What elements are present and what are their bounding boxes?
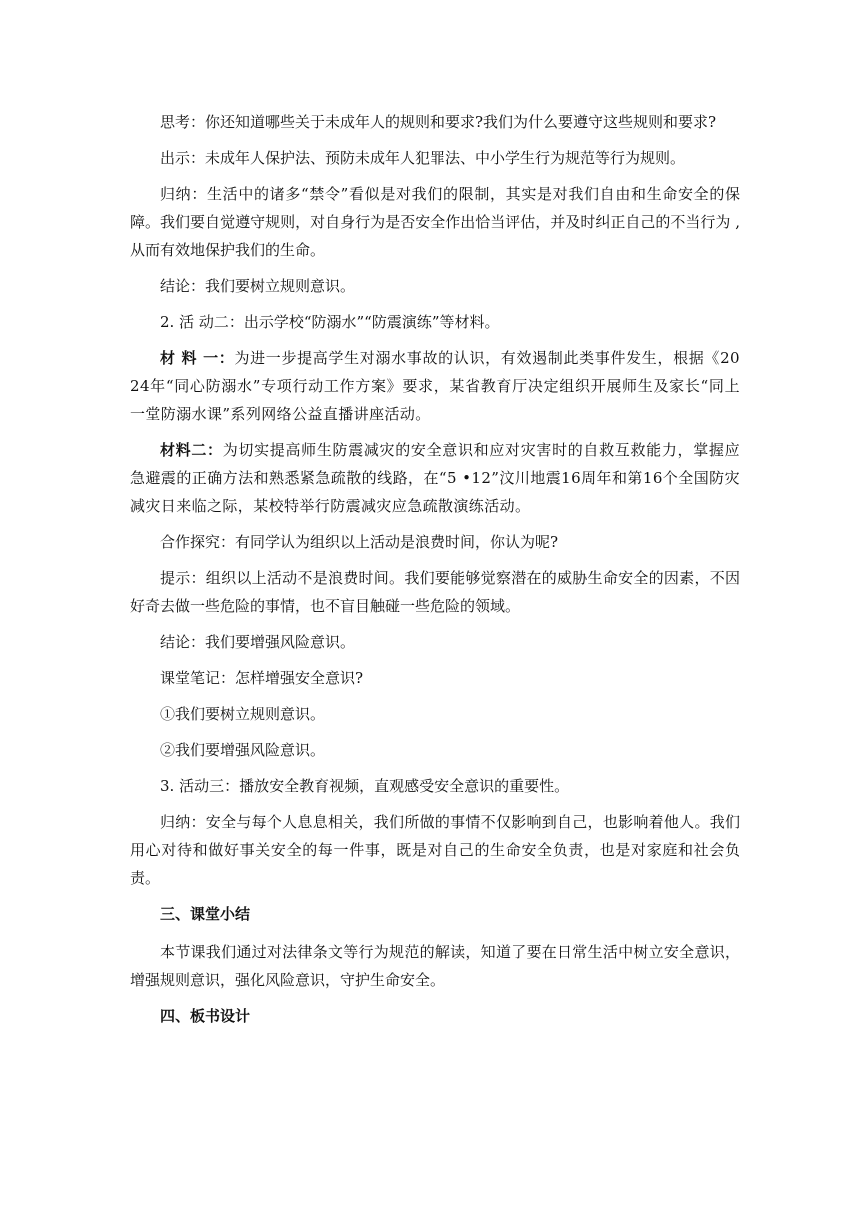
summary-paragraph-rules: 归纳：生活中的诸多“禁令”看似是对我们的限制，其实是对我们自由和生命安全的保障。我们要自觉遵守规则，对自身行为是否安全作出恰当评估，并及时纠正自己的不当行为 ,从而有效地保护我们的生命。 xyxy=(130,185,740,259)
material-one-label: 材 料 一： xyxy=(160,349,235,367)
activity-three-paragraph: 3. 活动三：播放安全教育视频，直观感受安全意识的重要性。 xyxy=(160,777,570,795)
material-one-paragraph xyxy=(130,344,740,428)
cooperative-inquiry-paragraph: 合作探究：有同学认为组织以上活动是浪费时间，你认为呢? xyxy=(160,533,559,551)
document-body xyxy=(130,108,740,1040)
show-paragraph: 出示：未成年人保护法、预防未成年人犯罪法、中小学生行为规范等行为规则。 xyxy=(160,149,686,167)
note-item-1: ①我们要树立规则意识。 xyxy=(160,705,326,723)
section-heading-class-summary: 三、课堂小结 xyxy=(160,905,251,923)
section-heading-board-design: 四、板书设计 xyxy=(160,1007,251,1025)
material-two-text: 为切实提高师生防震减灾的安全意识和应对灾害时的自救互救能力，掌握应急避震的正确方法和熟悉紧急疏散的线路，在“5 •12”汶川地震16周年和第16个全国防灾减灾日来临之际，某校特举行防震减灾应急疏散演练活动。 xyxy=(130,441,740,515)
material-two-paragraph xyxy=(130,436,740,520)
conclusion-risk: 结论：我们要增强风险意识。 xyxy=(160,633,356,651)
think-paragraph: 思考：你还知道哪些关于未成年人的规则和要求?我们为什么要遵守这些规则和要求? xyxy=(160,113,717,131)
note-item-2: ②我们要增强风险意识。 xyxy=(160,741,326,759)
material-two-label: 材料二： xyxy=(160,441,223,459)
activity-two-paragraph: 2. 活 动二：出示学校“防溺水”“防震演练”等材料。 xyxy=(160,313,500,331)
conclusion-rules: 结论：我们要树立规则意识。 xyxy=(160,277,356,295)
class-notes-paragraph: 课堂笔记：怎样增强安全意识? xyxy=(160,669,364,687)
class-summary-paragraph: 本节课我们通过对法律条文等行为规范的解读，知道了要在日常生活中树立安全意识，增强规则意识，强化风险意识，守护生命安全。 xyxy=(130,943,740,989)
material-one-text: 为进一步提高学生对溺水事故的认识，有效遏制此类事件发生，根据《2024年“同心防溺水”专项行动工作方案》要求，某省教育厅决定组织开展师生及家长“同上一堂防溺水课”系列网络公益直播讲座活动。 xyxy=(130,349,740,423)
hint-paragraph: 提示：组织以上活动不是浪费时间。我们要能够觉察潜在的威胁生命安全的因素，不因好奇去做一些危险的事情，也不盲目触碰一些危险的领域。 xyxy=(130,569,740,615)
summary-paragraph-safety: 归纳：安全与每个人息息相关，我们所做的事情不仅影响到自己，也影响着他人。我们用心对待和做好事关安全的每一件事，既是对自己的生命安全负责，也是对家庭和社会负责。 xyxy=(130,813,740,887)
